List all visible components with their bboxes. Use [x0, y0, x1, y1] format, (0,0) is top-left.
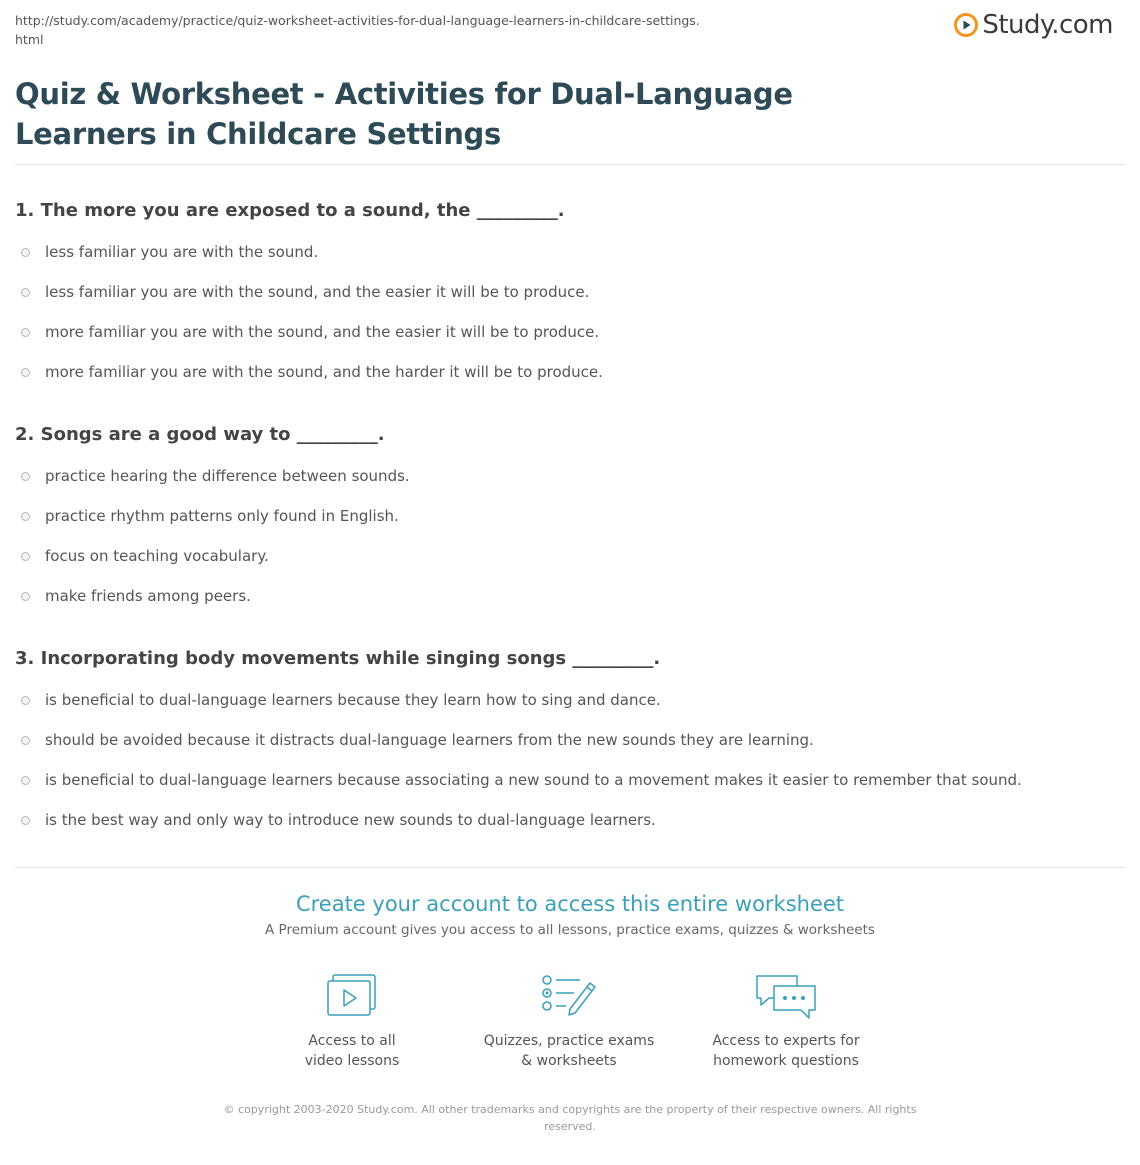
answer-text: make friends among peers.	[45, 587, 251, 605]
page-url: http://study.com/academy/practice/quiz-worksheet-activities-for-dual-language-learners-in-childcare-settings.html	[15, 13, 700, 47]
answer-option[interactable]	[21, 729, 814, 751]
divider	[15, 867, 1125, 868]
radio-icon[interactable]	[21, 816, 30, 825]
radio-icon[interactable]	[21, 592, 30, 601]
page-title: Quiz & Worksheet - Activities for Dual-Language Learners in Childcare Settings	[15, 77, 793, 151]
chat-bubbles-icon	[754, 973, 818, 1023]
answer-text: less familiar you are with the sound.	[45, 243, 319, 261]
answer-text: is beneficial to dual-language learners because associating a new sound to a movement makes it easier to remember that sound.	[45, 771, 1022, 789]
radio-icon[interactable]	[21, 472, 30, 481]
answer-option[interactable]	[21, 465, 410, 487]
radio-icon[interactable]	[21, 696, 30, 705]
answer-text: less familiar you are with the sound, and the easier it will be to produce.	[45, 283, 590, 301]
answer-text: more familiar you are with the sound, and the easier it will be to produce.	[45, 323, 600, 341]
answer-option[interactable]	[21, 809, 656, 831]
radio-icon[interactable]	[21, 288, 30, 297]
radio-icon[interactable]	[21, 368, 30, 377]
answer-text: practice rhythm patterns only found in English.	[45, 507, 399, 525]
create-account-link[interactable]: Create your account to access this entire worksheet	[295, 892, 845, 916]
feature-experts	[686, 973, 886, 1071]
radio-icon[interactable]	[21, 776, 30, 785]
answer-option[interactable]	[21, 281, 589, 303]
answer-option[interactable]	[21, 505, 399, 527]
feature-label-line: Access to all	[308, 1033, 396, 1049]
question-3: 3. Incorporating body movements while singing songs _________.	[15, 648, 661, 669]
feature-label-line: & worksheets	[521, 1053, 617, 1069]
play-logo-icon	[954, 13, 978, 37]
answer-option[interactable]	[21, 361, 603, 383]
answer-option[interactable]	[21, 585, 251, 607]
answer-text: focus on teaching vocabulary.	[45, 547, 269, 565]
feature-video-lessons	[252, 973, 452, 1071]
video-lessons-icon	[326, 973, 378, 1019]
quiz-list-icon	[540, 973, 598, 1019]
answer-option[interactable]	[21, 241, 318, 263]
divider	[15, 164, 1125, 165]
answer-text: more familiar you are with the sound, and the harder it will be to produce.	[45, 363, 603, 381]
answer-option[interactable]	[21, 769, 1022, 791]
radio-icon[interactable]	[21, 736, 30, 745]
copyright-notice: © copyright 2003-2020 Study.com. All other trademarks and copyrights are the property of their respective owners. All rights reserved.	[223, 1103, 917, 1133]
answer-option[interactable]	[21, 321, 599, 343]
question-2: 2. Songs are a good way to _________.	[15, 424, 385, 445]
feature-label-line: Quizzes, practice exams	[483, 1033, 655, 1049]
feature-label-line: homework questions	[713, 1053, 859, 1069]
logo-text: Study.com	[982, 10, 1113, 40]
feature-quizzes	[469, 973, 669, 1071]
cta-subtitle: A Premium account gives you access to all lessons, practice exams, quizzes & worksheets	[265, 922, 875, 938]
answer-option[interactable]	[21, 689, 661, 711]
radio-icon[interactable]	[21, 512, 30, 521]
question-1: 1. The more you are exposed to a sound, the _________.	[15, 200, 565, 221]
answer-text: is beneficial to dual-language learners because they learn how to sing and dance.	[45, 691, 661, 709]
answer-text: is the best way and only way to introduce new sounds to dual-language learners.	[45, 811, 656, 829]
answer-option[interactable]	[21, 545, 269, 567]
answer-text: should be avoided because it distracts dual-language learners from the new sounds they are learning.	[45, 731, 814, 749]
feature-label-line: video lessons	[304, 1053, 400, 1069]
answer-text: practice hearing the difference between sounds.	[45, 467, 410, 485]
study-logo[interactable]	[954, 8, 1113, 42]
feature-label-line: Access to experts for	[712, 1033, 860, 1049]
radio-icon[interactable]	[21, 248, 30, 257]
radio-icon[interactable]	[21, 552, 30, 561]
radio-icon[interactable]	[21, 328, 30, 337]
